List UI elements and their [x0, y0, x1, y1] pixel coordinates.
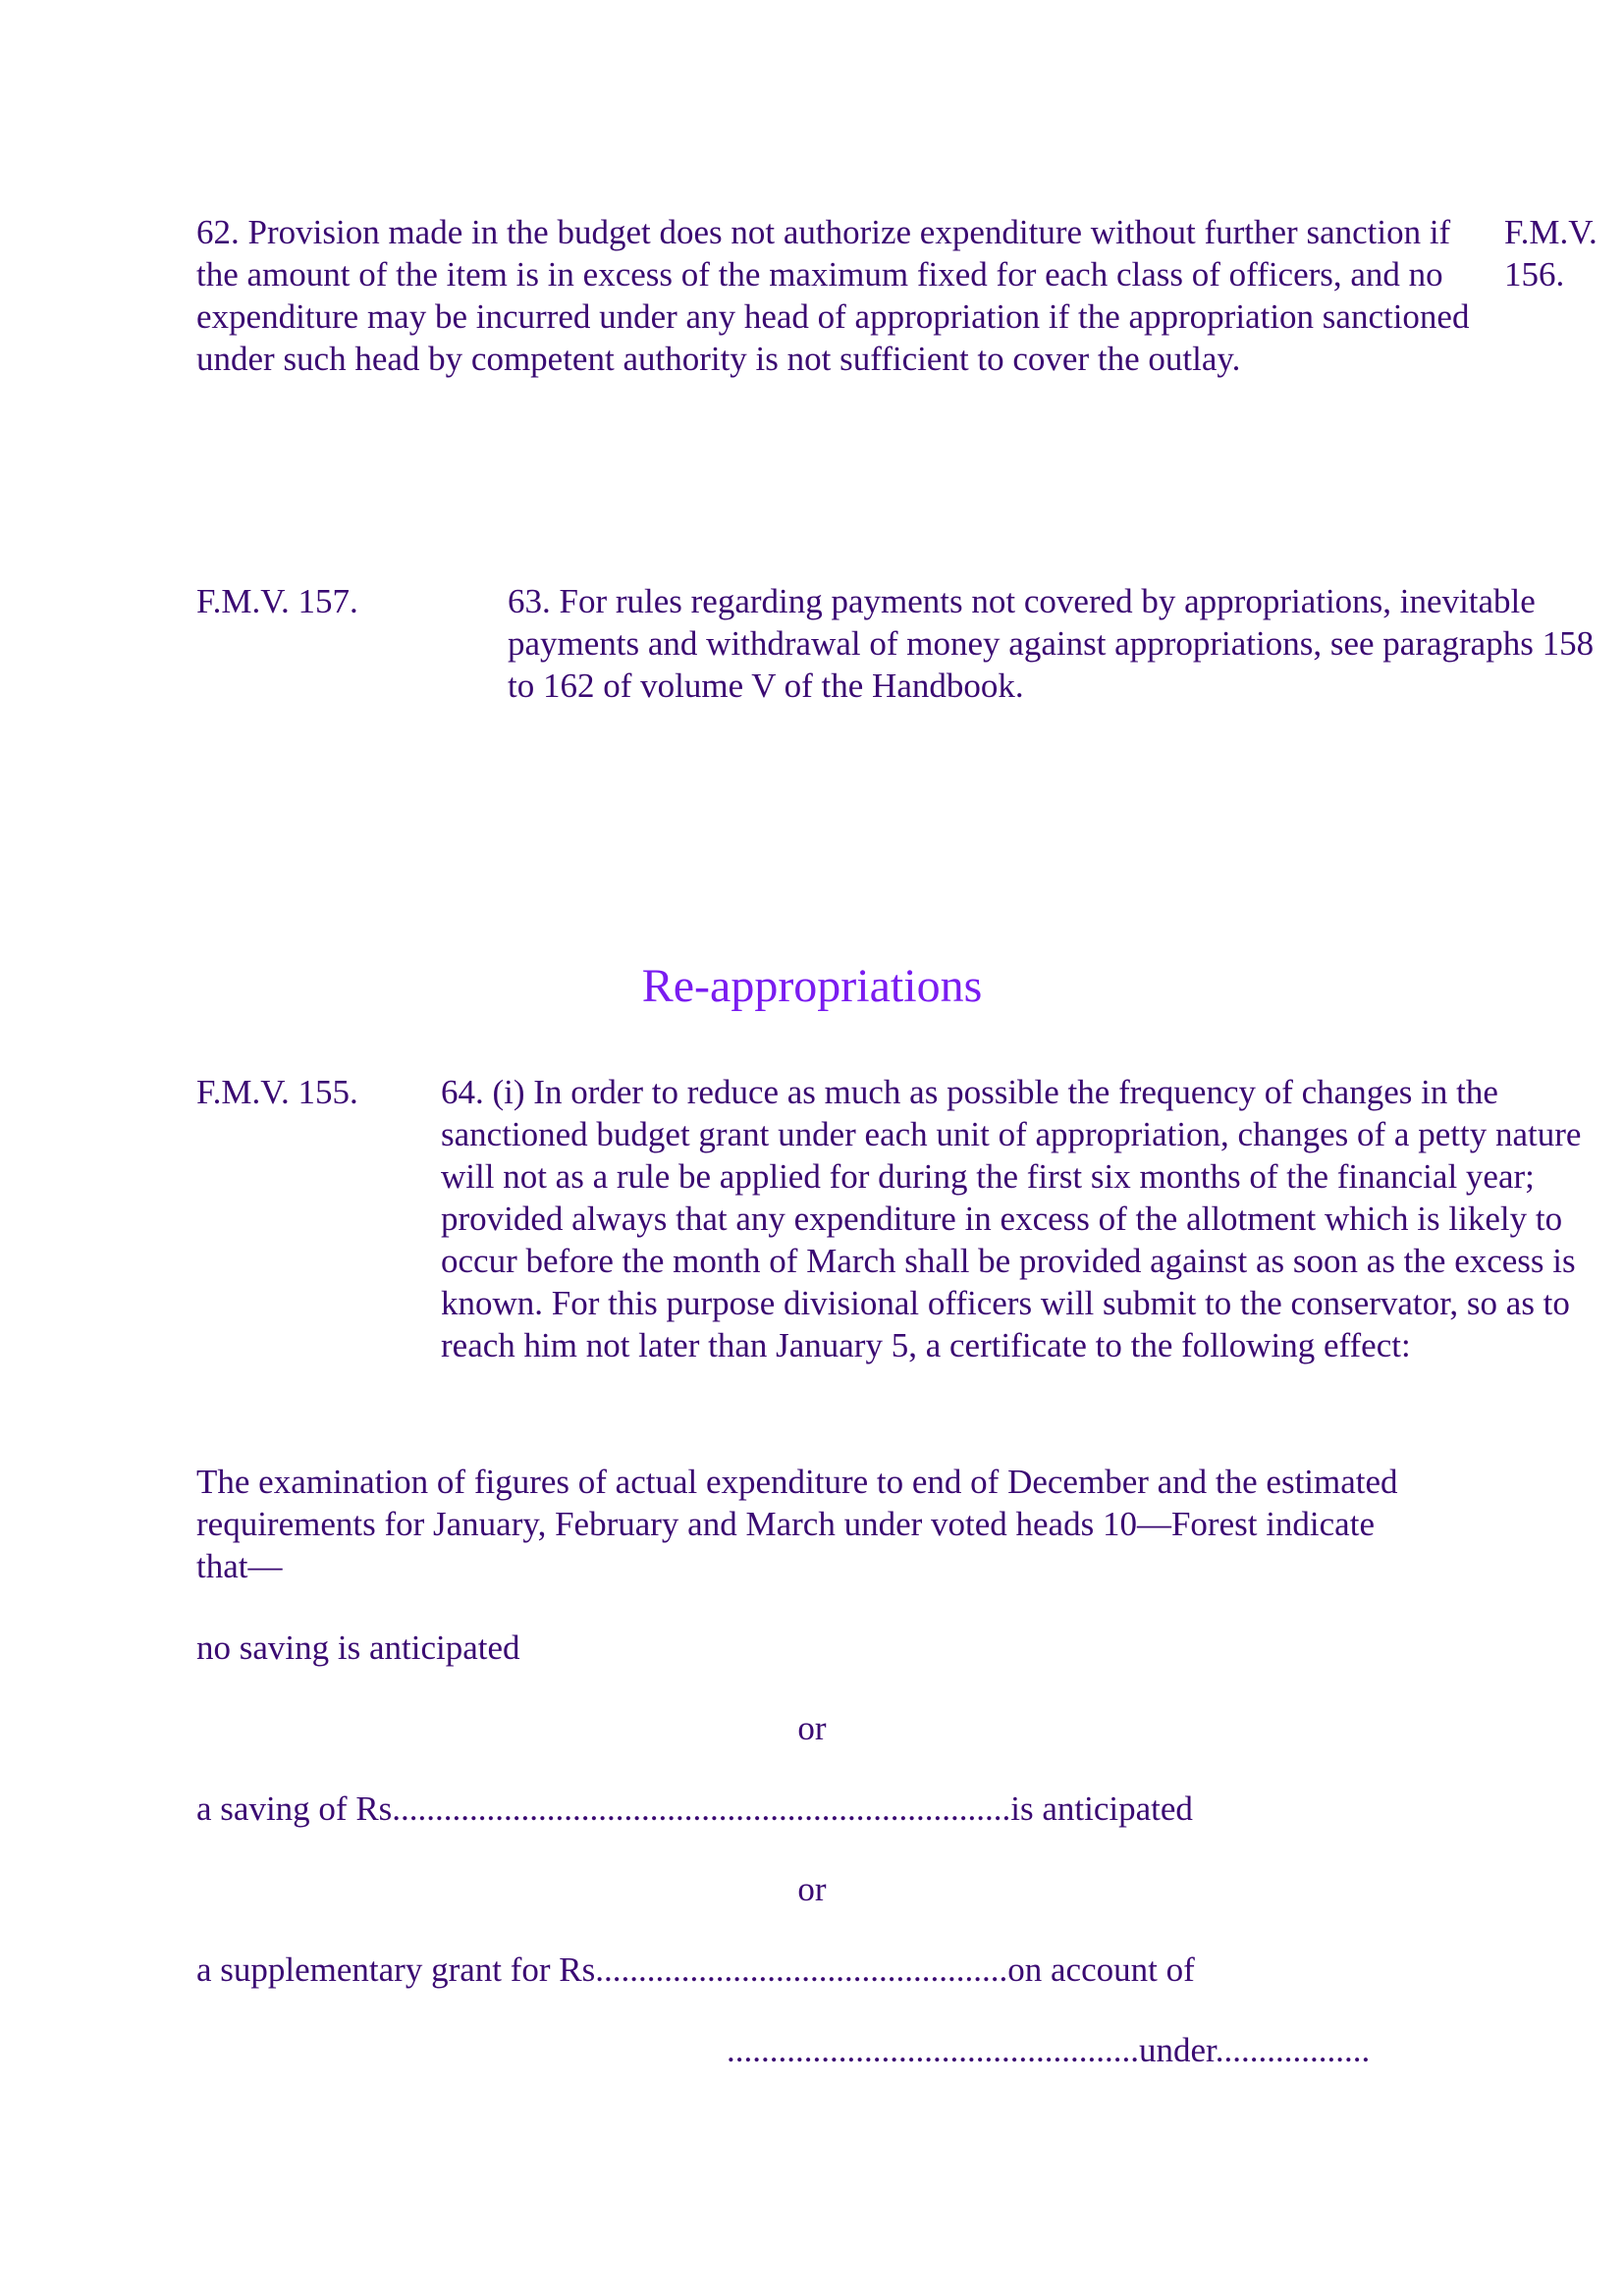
certificate-option-supplementary: a supplementary grant for Rs................................................on account of — [196, 1950, 1195, 1989]
paragraph-62: 62. Provision made in the budget does not authorize expenditure without further sanction if the amount of the item is in excess of the maximum fixed for each class of officers, and no expenditure may be incurred under any head of appropriation if the appropriation sanctioned under such head by competent authority is not sufficient to cover the outlay. — [196, 213, 1470, 378]
certificate-option-no-saving: no saving is anticipated — [196, 1629, 520, 1667]
margin-ref-fmv-156-line2: 156. — [1504, 255, 1565, 294]
paragraph-63: 63. For rules regarding payments not covered by appropriations, inevitable payments and withdrawal of money against appropriations, see paragraphs 158 to 162 of volume V of the Handbook. — [508, 582, 1595, 705]
certificate-option-supplementary-cont: ................................................under.................. — [727, 2031, 1371, 2069]
certificate-or-2: or — [797, 1870, 827, 1908]
certificate-or-1: or — [797, 1709, 827, 1747]
margin-ref-fmv-157: F.M.V. 157. — [196, 582, 358, 620]
section-heading: Re-appropriations — [641, 960, 983, 1012]
certificate-intro: The examination of figures of actual expenditure to end of December and the estimated requirements for January, February and March under voted heads 10—Forest indicate that— — [196, 1463, 1398, 1585]
margin-ref-fmv-155: F.M.V. 155. — [196, 1073, 358, 1111]
certificate-option-saving: a saving of Rs........................................................................is anticipated — [196, 1789, 1193, 1828]
margin-ref-fmv-156-line1: F.M.V. — [1504, 213, 1597, 251]
paragraph-64: 64. (i) In order to reduce as much as possible the frequency of changes in the sanctioned budget grant under each unit of appropriation, changes of a petty nature will not as a rule be applied for during the first six months of the financial year; provided always that any expenditure in excess of the allotment which is likely to occur before the month of March shall be provided against as soon as the excess is known. For this purpose divisional officers will submit to the conservator, so as to reach him not later than January 5, a certificate to the following effect: — [441, 1073, 1582, 1364]
